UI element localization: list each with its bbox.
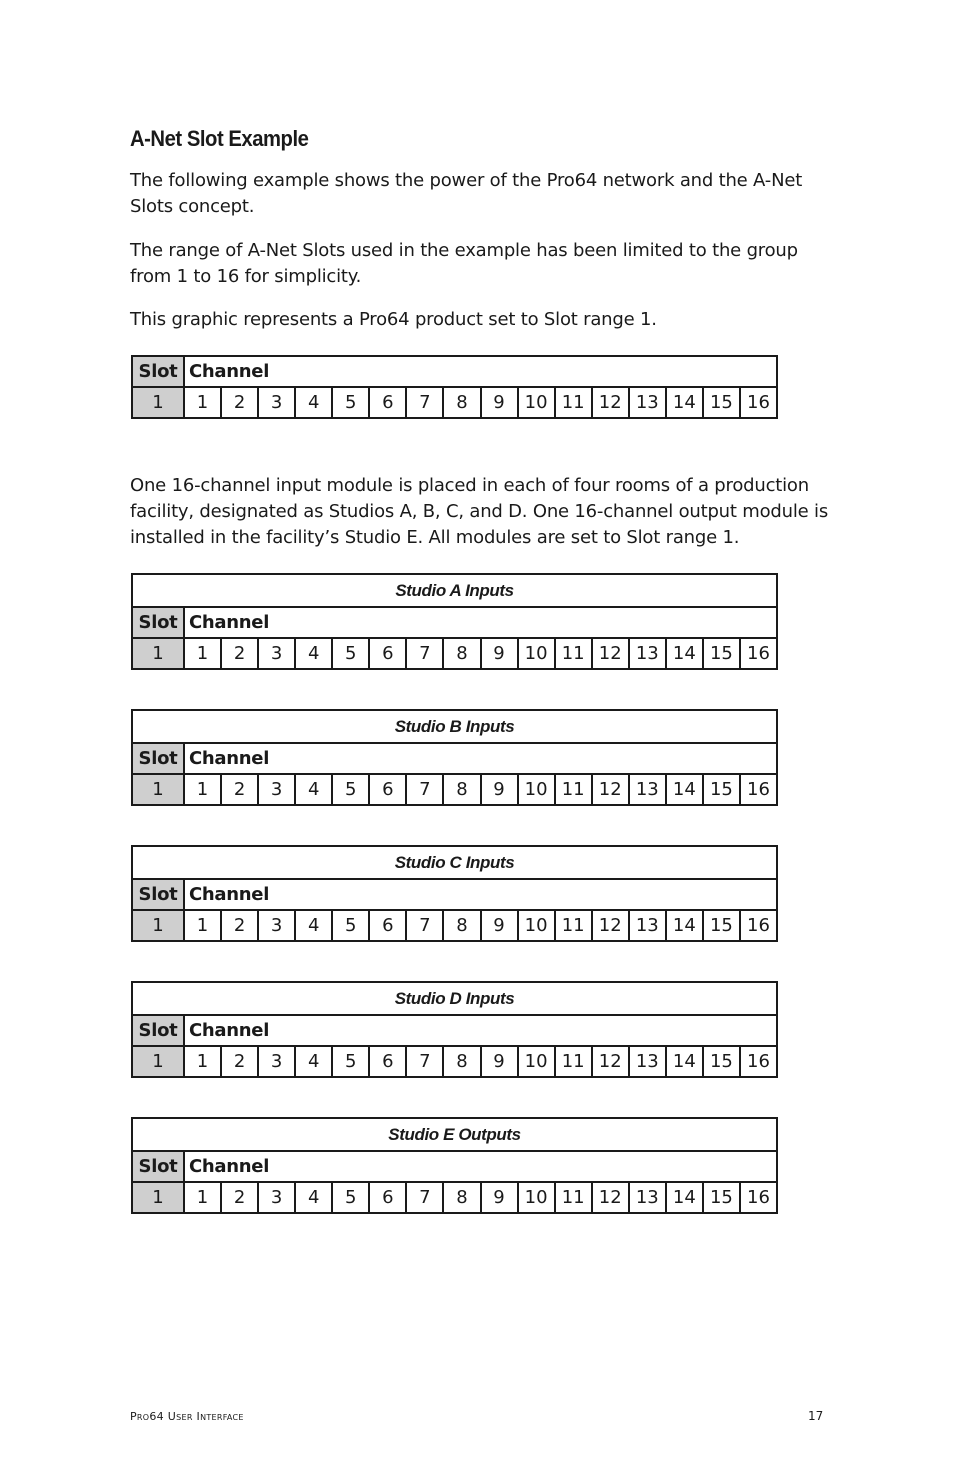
table-header-row bbox=[132, 356, 777, 387]
channel-cell: 15 bbox=[703, 387, 740, 418]
channel-cell: 15 bbox=[703, 1182, 740, 1213]
channel-cell: 6 bbox=[369, 387, 406, 418]
channel-cell: 7 bbox=[406, 638, 443, 669]
channel-cell: 12 bbox=[592, 1182, 629, 1213]
slot-header: Slot bbox=[132, 879, 184, 910]
footer-section-title: Pro64 User Interface bbox=[130, 1410, 244, 1423]
channel-cell: 9 bbox=[481, 1046, 518, 1077]
channel-cell: 12 bbox=[592, 910, 629, 941]
table-header-row bbox=[132, 1151, 777, 1182]
channel-cell: 7 bbox=[406, 1046, 443, 1077]
channel-cell: 5 bbox=[332, 1182, 369, 1213]
table-row bbox=[132, 1046, 777, 1077]
channel-cell: 4 bbox=[295, 387, 332, 418]
channel-cell: 2 bbox=[221, 638, 258, 669]
channel-cell: 16 bbox=[740, 1046, 777, 1077]
slot-header: Slot bbox=[132, 1015, 184, 1046]
slot-header: Slot bbox=[132, 356, 184, 387]
channel-cell: 7 bbox=[406, 1182, 443, 1213]
channel-cell: 1 bbox=[184, 387, 221, 418]
channel-cell: 2 bbox=[221, 774, 258, 805]
channel-cell: 3 bbox=[258, 774, 295, 805]
channel-cell: 9 bbox=[481, 774, 518, 805]
channel-cell: 14 bbox=[666, 774, 703, 805]
channel-cell: 1 bbox=[184, 638, 221, 669]
channel-cell: 1 bbox=[184, 774, 221, 805]
channel-cell: 11 bbox=[555, 774, 592, 805]
channel-cell: 14 bbox=[666, 1182, 703, 1213]
channel-cell: 13 bbox=[629, 387, 666, 418]
channel-cell: 15 bbox=[703, 910, 740, 941]
channel-cell: 11 bbox=[555, 387, 592, 418]
channel-cell: 8 bbox=[443, 910, 480, 941]
channel-cell: 6 bbox=[369, 1182, 406, 1213]
table-header-row bbox=[132, 879, 777, 910]
table-caption: Studio E Outputs bbox=[132, 1118, 777, 1151]
channel-cell: 10 bbox=[518, 774, 555, 805]
slot-value-cell: 1 bbox=[132, 910, 184, 941]
channel-cell: 9 bbox=[481, 387, 518, 418]
table-row bbox=[132, 774, 777, 805]
channel-cell: 13 bbox=[629, 638, 666, 669]
channel-header: Channel bbox=[184, 356, 777, 387]
channel-cell: 8 bbox=[443, 638, 480, 669]
table-row bbox=[132, 1182, 777, 1213]
channel-cell: 10 bbox=[518, 1182, 555, 1213]
channel-cell: 8 bbox=[443, 774, 480, 805]
channel-cell: 10 bbox=[518, 387, 555, 418]
channel-cell: 4 bbox=[295, 1182, 332, 1213]
channel-cell: 10 bbox=[518, 1046, 555, 1077]
channel-cell: 1 bbox=[184, 910, 221, 941]
slot-table-2 bbox=[131, 573, 778, 670]
channel-cell: 16 bbox=[740, 638, 777, 669]
channel-cell: 15 bbox=[703, 1046, 740, 1077]
channel-cell: 9 bbox=[481, 910, 518, 941]
slot-value-cell: 1 bbox=[132, 774, 184, 805]
channel-cell: 3 bbox=[258, 1182, 295, 1213]
channel-cell: 9 bbox=[481, 1182, 518, 1213]
table-row bbox=[132, 638, 777, 669]
channel-cell: 12 bbox=[592, 387, 629, 418]
channel-cell: 3 bbox=[258, 387, 295, 418]
channel-cell: 7 bbox=[406, 774, 443, 805]
slot-table-6 bbox=[131, 1117, 778, 1214]
table-header-row bbox=[132, 743, 777, 774]
slot-value-cell: 1 bbox=[132, 1046, 184, 1077]
channel-cell: 13 bbox=[629, 774, 666, 805]
channel-cell: 15 bbox=[703, 638, 740, 669]
graphic-paragraph: This graphic represents a Pro64 product set to Slot range 1. bbox=[130, 309, 657, 330]
table-header-row bbox=[132, 1015, 777, 1046]
slot-table-5 bbox=[131, 981, 778, 1078]
channel-cell: 12 bbox=[592, 1046, 629, 1077]
channel-cell: 4 bbox=[295, 1046, 332, 1077]
channel-cell: 3 bbox=[258, 638, 295, 669]
slot-value-cell: 1 bbox=[132, 387, 184, 418]
channel-cell: 11 bbox=[555, 910, 592, 941]
channel-cell: 4 bbox=[295, 638, 332, 669]
channel-cell: 3 bbox=[258, 910, 295, 941]
channel-cell: 12 bbox=[592, 774, 629, 805]
range-paragraph: The range of A-Net Slots used in the example has been limited to the group from 1 to 16 for simplicity. bbox=[130, 240, 798, 287]
channel-cell: 13 bbox=[629, 1046, 666, 1077]
channel-cell: 6 bbox=[369, 1046, 406, 1077]
channel-cell: 14 bbox=[666, 638, 703, 669]
channel-cell: 11 bbox=[555, 1182, 592, 1213]
channel-cell: 14 bbox=[666, 387, 703, 418]
channel-cell: 5 bbox=[332, 910, 369, 941]
channel-cell: 4 bbox=[295, 910, 332, 941]
channel-cell: 8 bbox=[443, 387, 480, 418]
channel-cell: 7 bbox=[406, 387, 443, 418]
channel-cell: 9 bbox=[481, 638, 518, 669]
channel-cell: 14 bbox=[666, 1046, 703, 1077]
channel-header: Channel bbox=[184, 1015, 777, 1046]
slot-table-1 bbox=[131, 355, 778, 419]
channel-cell: 5 bbox=[332, 1046, 369, 1077]
channel-cell: 1 bbox=[184, 1046, 221, 1077]
footer-page-number: 17 bbox=[808, 1409, 824, 1423]
slot-value-cell: 1 bbox=[132, 638, 184, 669]
slot-header: Slot bbox=[132, 607, 184, 638]
channel-cell: 13 bbox=[629, 910, 666, 941]
channel-cell: 5 bbox=[332, 387, 369, 418]
slot-value-cell: 1 bbox=[132, 1182, 184, 1213]
channel-cell: 14 bbox=[666, 910, 703, 941]
channel-cell: 2 bbox=[221, 387, 258, 418]
channel-cell: 8 bbox=[443, 1182, 480, 1213]
channel-cell: 6 bbox=[369, 638, 406, 669]
channel-cell: 10 bbox=[518, 638, 555, 669]
channel-cell: 16 bbox=[740, 774, 777, 805]
channel-cell: 7 bbox=[406, 910, 443, 941]
table-row bbox=[132, 910, 777, 941]
channel-cell: 16 bbox=[740, 910, 777, 941]
channel-header: Channel bbox=[184, 607, 777, 638]
channel-cell: 5 bbox=[332, 638, 369, 669]
channel-header: Channel bbox=[184, 879, 777, 910]
channel-header: Channel bbox=[184, 743, 777, 774]
channel-header: Channel bbox=[184, 1151, 777, 1182]
channel-cell: 3 bbox=[258, 1046, 295, 1077]
channel-cell: 15 bbox=[703, 774, 740, 805]
channel-cell: 2 bbox=[221, 1046, 258, 1077]
slot-table-4 bbox=[131, 845, 778, 942]
studios-paragraph: One 16-channel input module is placed in each of four rooms of a production facility, designated as Studios A, B, C, and D. One 16-channel output module is installed in the facility’s Studio E. All modules are set to Slot range 1. bbox=[130, 475, 829, 548]
channel-cell: 6 bbox=[369, 774, 406, 805]
section-heading: A-Net Slot Example bbox=[130, 126, 309, 151]
channel-cell: 8 bbox=[443, 1046, 480, 1077]
table-header-row bbox=[132, 607, 777, 638]
channel-cell: 1 bbox=[184, 1182, 221, 1213]
channel-cell: 2 bbox=[221, 1182, 258, 1213]
table-caption: Studio B Inputs bbox=[132, 710, 777, 743]
channel-cell: 5 bbox=[332, 774, 369, 805]
channel-cell: 12 bbox=[592, 638, 629, 669]
channel-cell: 4 bbox=[295, 774, 332, 805]
channel-cell: 16 bbox=[740, 387, 777, 418]
channel-cell: 6 bbox=[369, 910, 406, 941]
slot-header: Slot bbox=[132, 1151, 184, 1182]
channel-cell: 2 bbox=[221, 910, 258, 941]
slot-table-3 bbox=[131, 709, 778, 806]
channel-cell: 11 bbox=[555, 1046, 592, 1077]
channel-cell: 16 bbox=[740, 1182, 777, 1213]
table-caption: Studio A Inputs bbox=[132, 574, 777, 607]
table-row bbox=[132, 387, 777, 418]
channel-cell: 13 bbox=[629, 1182, 666, 1213]
slot-header: Slot bbox=[132, 743, 184, 774]
channel-cell: 10 bbox=[518, 910, 555, 941]
table-caption: Studio C Inputs bbox=[132, 846, 777, 879]
channel-cell: 11 bbox=[555, 638, 592, 669]
intro-paragraph: The following example shows the power of the Pro64 network and the A-Net Slots concept. bbox=[130, 170, 803, 217]
table-caption: Studio D Inputs bbox=[132, 982, 777, 1015]
